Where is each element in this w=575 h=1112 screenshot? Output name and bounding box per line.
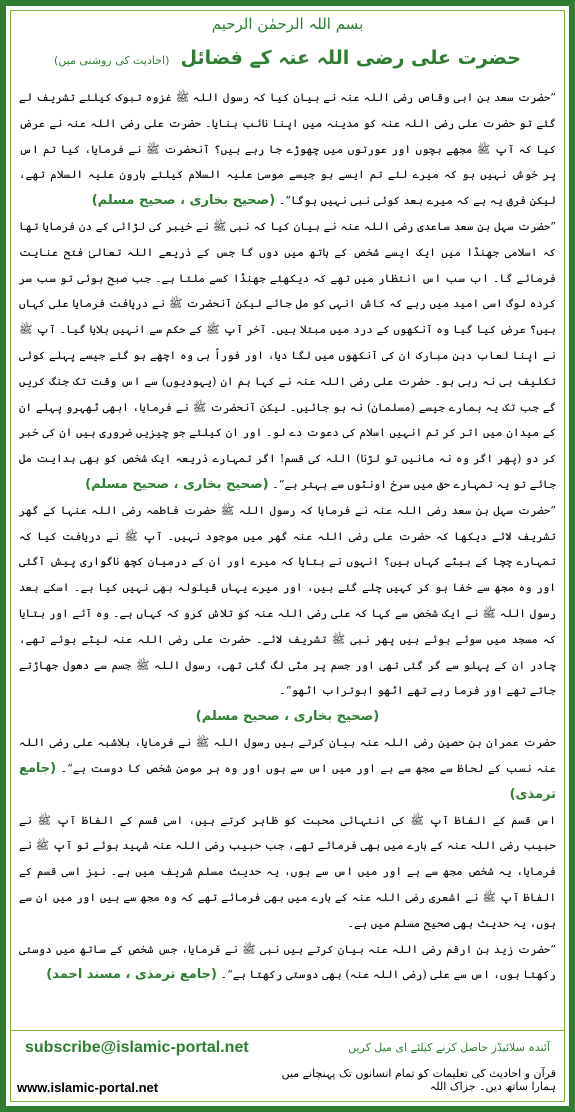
hadith-4-reference: (جامع ترمذی) <box>19 760 556 802</box>
hadith-6 <box>19 937 556 989</box>
closing-text: جزاک اللہ <box>429 1080 476 1093</box>
hadith-4 <box>19 730 556 807</box>
hadith-3-reference: (صحیح بخاری ، صحیح مسلم) <box>195 709 380 725</box>
bismillah-heading: بسم اللہ الرحمٰن الرحیم <box>211 15 364 33</box>
hadith-1 <box>19 85 556 214</box>
title-row <box>11 47 564 69</box>
hadith-6-text: ”حضرت زید بن ارقم رضی اللہ عنہ بیان کرتے ہیں نبی ﷺ نے فرمایا، جس شخص کے ساتھ میں دوستی رکھتا ہوں، اس سے علی (رضی اللہ عنہ) بھی دوستی رکھتا ہے“۔ <box>19 942 556 982</box>
hadith-1-reference: (صحیح بخاری ، صحیح مسلم) <box>91 193 276 209</box>
hadith-3-text: ”حضرت سہل بن سعد رضی اللہ عنہ نے فرمایا کہ رسول اللہ ﷺ حضرت فاطمہ رضی اللہ عنہا کے گھر تشریف لائے دیکھا کہ حضرت علی رضی اللہ عنہ گھر میں موجود نہیں۔ آپ ﷺ نے دریافت کیا کہ تمہارے چچا کے بیٹے کہاں ہیں؟ انہوں نے بتایا کہ میرے اور ان کے درمیان کچھ ناگواری پیش آگئی اور وہ مجھ سے خفا ہو کر کہیں چلے گئے ہیں، اور میرے یہاں قیلولہ بھی نہیں کیا ہے۔ اسکے بعد رسول اللہ ﷺ نے ایک شخص سے کہا کہ علی رضی اللہ عنہ کو تلاش کرو کہ کہاں ہے۔ وہ آئے اور بتایا کہ مسجد میں سوئے ہوئے ہیں پھر نبی ﷺ تشریف لائے۔ حضرت علی رضی اللہ عنہ لیٹے ہوئے تھے، چادر ان کے پہلو سے گر گئی تھی اور جسم پر مٹی لگ گئی تھی، رسول اللہ ﷺ جسم سے دھول جھاڑتے جاتے تھے اور فرما رہے تھے اٹھو ابوتراب اٹھو“۔ <box>19 503 556 698</box>
footer-message <box>256 1067 556 1093</box>
commentary-paragraph <box>19 808 556 937</box>
hadith-4-text: حضرت عمران بن حصین رضی اللہ عنہ بیان کرتے ہیں رسول اللہ ﷺ نے فرمایا، بلاشبہ علی رضی اللہ عنہ نسب کے لحاظ سے مجھ سے ہے اور میں اس سے ہوں اور وہ ہر مومن شخص کا دوست ہے“۔ <box>19 736 556 775</box>
hadith-list <box>19 85 556 988</box>
subscribe-email-link[interactable]: subscribe@islamic-portal.net <box>25 1039 249 1056</box>
hadith-3 <box>19 498 556 704</box>
hadith-2-reference: (صحیح بخاری ، صحیح مسلم) <box>85 476 269 492</box>
page-title: حضرت علی رضی اللہ عنہ کے فضائل <box>180 47 521 69</box>
slide-inner-border <box>10 10 565 1102</box>
website-link[interactable]: www.islamic-portal.net <box>17 1080 159 1095</box>
page-subtitle: (احادیث کی روشنی میں) <box>54 54 170 67</box>
hadith-6-reference: (جامع ترمذی ، مسند احمد) <box>46 967 217 983</box>
commentary-text: اس قسم کے الفاظ آپ ﷺ کی انتہائی محبت کو ظاہر کرتے ہیں، اسی قسم کے الفاظ آپ ﷺ نے حبیب رضی اللہ عنہ کے بارے میں بھی فرمائے تھے، جب حبیب رضی اللہ عنہ شہید ہوئے تو آپ ﷺ نے فرمایا، یہ شخص مجھ سے ہے اور میں اس سے ہوں، یہ حدیث مسلم شریف میں ہے۔ نیز اسی قسم کے الفاظ آپ ﷺ نے اشعری رضی اللہ عنہ کے بارے میں بھی فرمائے تھے کہ وہ مجھ سے ہیں اور میں ان سے ہوں، یہ حدیث بھی صحیح مسلم میں ہے۔ <box>19 813 556 930</box>
footer-message-text: قرآن و احادیث کی تعلیمات کو تمام انسانوں تک پہنچانے میں ہمارا ساتھ دیں۔ <box>281 1067 556 1093</box>
subscribe-note: آئندہ سلائیڈز حاصل کرنے کیلئے ای میل کریں <box>348 1041 550 1054</box>
hadith-2-text: ”حضرت سہل بن سعد ساعدی رضی اللہ عنہ نے بیان کیا کہ نبی ﷺ نے خیبر کی لڑائی کے دن فرمایا تھا کہ اسلامی جھنڈا میں ایک ایسے شخص کے ہاتھ میں دوں گا جس کے ذریعے اللہ تعالیٰ فتح عنایت فرمائے گا۔ اب سب اس انتظار میں تھے کہ دیکھئے جھنڈا کسے ملتا ہے۔ جب صبح ہوئی تو سب سر کردہ لوگ اسی امید میں رہے کہ کاش انہی کو مل جائے لیکن آنحضرت ﷺ نے دریافت فرمایا علی کہاں ہیں؟ عرض کیا گیا وہ آنکھوں کے درد میں مبتلا ہیں۔ آخر آپ ﷺ کے حکم سے انہیں بلایا گیا۔ آپ ﷺ نے اپنا لعاب دہن مبارک ان کی آنکھوں میں لگا دیا، اور فوراً ہی وہ اچھے ہو گئے جیسے پہلے کوئی تکلیف ہی نہ رہی ہو۔ حضرت علی رضی اللہ عنہ نے کہا ہم ان (یہودیوں) سے اس وقت تک جنگ کریں گے جب تک یہ ہمارے جیسے (مسلمان) نہ ہو جائیں۔ لیکن آنحضرت ﷺ نے فرمایا، ابھی ٹھہرو پہلے ان کے میدان میں اتر کر تم انہیں اسلام کی دعوت دے لو۔ اور ان کیلئے جو چیزیں ضروری ہیں ان کی خبر کر دو (پھر اگر وہ نہ مانیں تو لڑنا) اللہ کی قسم! اگر تمہارے ذریعہ ایک شخص کو بھی ہدایت مل جائے تو یہ تمہارے حق میں سرخ اونٹوں سے بہتر ہے“۔ <box>19 219 556 491</box>
hadith-2 <box>19 214 556 498</box>
footer <box>11 1030 564 1101</box>
hadith-1-text: ”حضرت سعد بن ابی وقاص رضی اللہ عنہ نے بیان کیا کہ رسول اللہ ﷺ غزوہ تبوک کیلئے تشریف لے گئے تو حضرت علی رضی اللہ عنہ کو مدینہ میں اپنا نائب بنایا۔ حضرت علی رضی اللہ عنہ نے عرض کیا کہ آپ ﷺ مجھے بچوں اور عورتوں میں چھوڑے جا رہے ہیں؟ آنحضرت ﷺ نے فرمایا، کیا تم اس پر خوش نہیں ہو کہ میرے لئے تم ایسے ہو جیسے موسیٰ علیہ السلام کیلئے ہارون علیہ السلام تھے، لیکن فرق یہ ہے کہ میرے بعد کوئی نبی نہیں ہوگا“۔ <box>19 91 556 208</box>
